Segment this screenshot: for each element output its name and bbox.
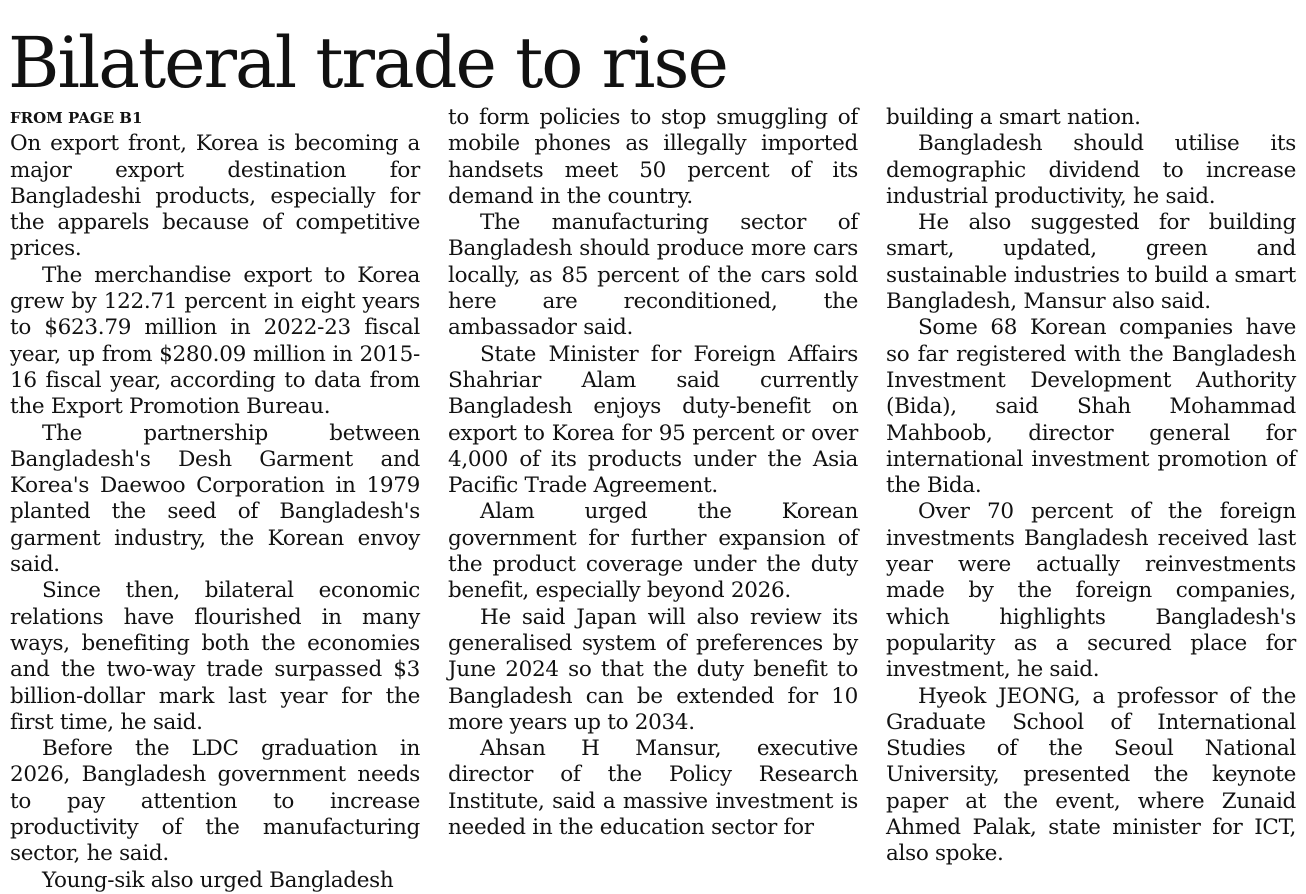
headline: Bilateral trade to rise xyxy=(8,22,727,104)
paragraph: The manufacturing sector of Bangladesh should produce more cars locally, as 85 percent of the cars sold here are reconditioned, the ambassador said. xyxy=(448,210,858,341)
paragraph: Over 70 percent of the foreign investments Bangladesh received last year were actually reinvestments made by the foreign companies, which highlights Bangladesh's popularity as a secured place for investment, he said. xyxy=(886,499,1296,683)
paragraph: The merchandise export to Korea grew by 122.71 percent in eight years to $623.79 million in 2022-23 fiscal year, up from $280.09 million in 2015-16 fiscal year, according to data from the Export Promotion Bureau. xyxy=(10,262,420,420)
paragraph: building a smart nation. xyxy=(886,105,1141,130)
paragraph: He said Japan will also review its generalised system of preferences by June 2024 so that the duty benefit to Bangladesh can be extended for 10 more years up to 2034. xyxy=(448,604,858,735)
paragraph: Bangladesh should utilise its demographic dividend to increase industrial productivity, he said. xyxy=(886,131,1296,209)
paragraph: Alam urged the Korean government for further expansion of the product coverage under the duty benefit, especially beyond 2026. xyxy=(448,499,858,604)
article-column-1 xyxy=(10,105,420,893)
paragraph: Young-sik also urged Bangladesh xyxy=(42,867,394,893)
page-reference-kicker: FROM PAGE B1 xyxy=(10,109,143,127)
paragraph: Some 68 Korean companies have so far registered with the Bangladesh Investment Development Authority (Bida), said Shah Mohammad Mahboob, director general for international investment promotion of the Bida. xyxy=(886,315,1296,499)
paragraph: State Minister for Foreign Affairs Shahriar Alam said currently Bangladesh enjoys duty-benefit on export to Korea for 95 percent or over 4,000 of its products under the Asia Pacific Trade Agreement. xyxy=(448,341,858,499)
article-column-2 xyxy=(448,105,858,845)
paragraph: The partnership between Bangladesh's Desh Garment and Korea's Daewoo Corporation in 1979 planted the seed of Bangladesh's garment industry, the Korean envoy said. xyxy=(10,420,420,578)
paragraph: Ahsan H Mansur, executive director of the Policy Research Institute, said a massive investment is needed in the education sector for xyxy=(448,736,858,841)
article-column-3 xyxy=(886,105,1296,867)
paragraph: Since then, bilateral economic relations have flourished in many ways, benefiting both the economies and the two-way trade surpassed $3 billion-dollar mark last year for the first time, he said. xyxy=(10,578,420,735)
paragraph: to form policies to stop smuggling of mobile phones as illegally imported handsets meet 50 percent of its demand in the country. xyxy=(448,105,858,209)
paragraph: Before the LDC graduation in 2026, Bangladesh government needs to pay attention to increase productivity of the manufacturing sector, he said. xyxy=(10,736,420,867)
paragraph: He also suggested for building smart, updated, green and sustainable industries to build a smart Bangladesh, Mansur also said. xyxy=(886,210,1296,315)
paragraph: Hyeok JEONG, a professor of the Graduate School of International Studies of the Seoul National University, presented the keynote paper at the event, where Zunaid Ahmed Palak, state minister for ICT, also spoke. xyxy=(886,683,1296,867)
paragraph: On export front, Korea is becoming a major export destination for Bangladeshi products, especially for the apparels because of competitive prices. xyxy=(10,131,420,262)
